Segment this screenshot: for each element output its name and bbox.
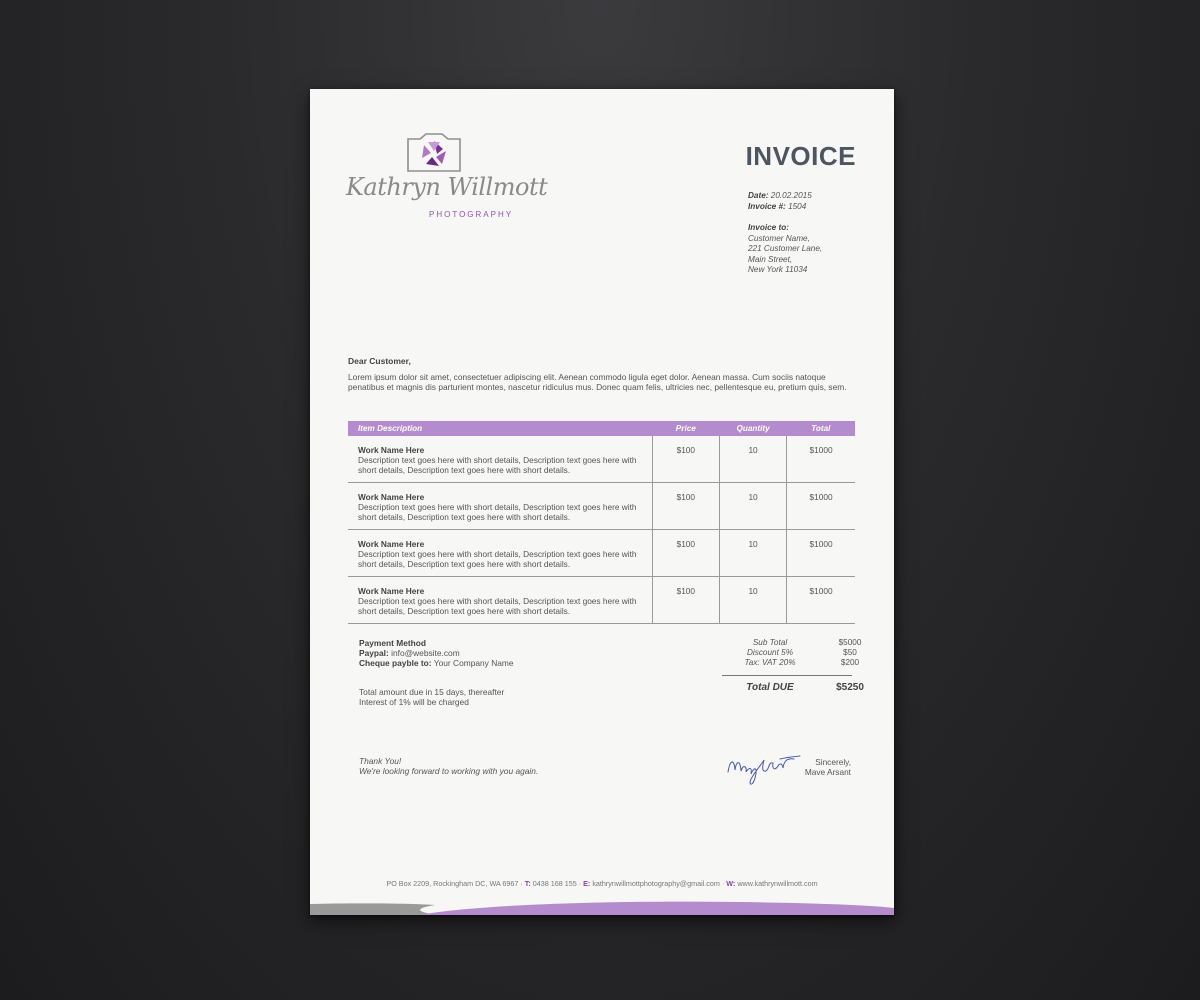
signoff-word: Sincerely, (815, 757, 851, 767)
table-header-row (348, 421, 855, 436)
web-label: W: (726, 879, 736, 888)
subtotal-label: Sub Total (752, 638, 788, 647)
thanks-line: Thank You! (359, 756, 402, 766)
payment-method (359, 638, 514, 668)
address-line: New York 11034 (748, 265, 808, 274)
total-cell: $1000 (787, 436, 855, 483)
invoice-number-line (748, 202, 822, 213)
item-cell (348, 530, 652, 577)
invoice-date-line (748, 191, 822, 202)
quantity-cell: 10 (719, 577, 786, 624)
totals-divider (722, 675, 852, 676)
discount-value: $50 (843, 648, 857, 657)
work-description: Description text goes here with short details, Description text goes here with short details, Description text goes here with short details. (358, 455, 637, 475)
footer-phone: 0438 168 155 · (532, 879, 582, 888)
footer-website: www.kathrynwillmott.com (737, 879, 818, 888)
signoff (805, 757, 851, 777)
work-name: Work Name Here (358, 445, 425, 455)
tax-row (720, 658, 880, 668)
work-description: Description text goes here with short details, Description text goes here with short details, Description text goes here with short details. (358, 549, 637, 569)
invoice-title: INVOICE (745, 141, 856, 171)
totals-block (720, 638, 880, 693)
letter-greeting: Dear Customer, (348, 356, 411, 366)
cheque-label: Cheque payble to: (359, 658, 432, 668)
logo-wordmark: Kathryn Willmott (346, 173, 548, 201)
thank-you-note (359, 756, 538, 776)
invoice-date: 20.02.2015 (770, 191, 812, 200)
table-row (348, 483, 855, 530)
paypal-email: info@website.com (391, 648, 460, 658)
footer-address: PO Box 2209, Rockingham DC, WA 6967 · (386, 879, 523, 888)
invoice-number-label: Invoice #: (748, 201, 786, 211)
discount-row (720, 648, 880, 658)
total-cell: $1000 (787, 530, 855, 577)
work-name: Work Name Here (358, 492, 425, 502)
tax-label: Tax: VAT 20% (744, 658, 796, 667)
total-cell: $1000 (787, 483, 855, 530)
date-label: Date: (748, 191, 769, 200)
header-item-description: Item Description (348, 421, 652, 436)
price-cell: $100 (652, 483, 719, 530)
terms-line: Total amount due in 15 days, thereafter (359, 687, 505, 697)
item-cell (348, 483, 652, 530)
item-cell (348, 436, 652, 483)
thanks-line: We're looking forward to working with you again. (359, 766, 539, 776)
footer-contact (310, 879, 894, 888)
handwritten-signature (724, 752, 802, 788)
discount-label: Discount 5% (747, 648, 793, 657)
total-due-label: Total DUE (746, 682, 794, 693)
work-name: Work Name Here (358, 586, 425, 596)
work-description: Description text goes here with short details, Description text goes here with short details, Description text goes here with short details. (358, 596, 637, 616)
header-total: Total (787, 421, 855, 436)
tax-value: $200 (840, 658, 860, 667)
letter-body: Lorem ipsum dolor sit amet, consectetuer adipiscing elit. Aenean commodo ligula eget dolor. Aenean massa. Cum sociis natoque penatibus et magnis dis parturient montes, nascetur ridiculus mus. Donec quam felis, ultricies nec, pellentesque eu, pretium quis, sem. (348, 372, 847, 392)
signer-name: Mave Arsant (804, 767, 851, 777)
quantity-cell: 10 (719, 530, 786, 577)
email-label: E: (583, 879, 591, 888)
footer-email: kathrynwillmottphotography@gmail.com · (592, 879, 725, 888)
item-cell (348, 577, 652, 624)
total-due-value: $5250 (836, 682, 864, 693)
header-quantity: Quantity (719, 421, 786, 436)
invoice-number: 1504 (788, 201, 807, 211)
items-table (348, 421, 855, 624)
terms-line: Interest of 1% will be charged (359, 697, 469, 707)
total-cell: $1000 (787, 577, 855, 624)
price-cell: $100 (652, 436, 719, 483)
total-due-row (720, 683, 880, 693)
address-line: Main Street, (748, 254, 793, 264)
subtotal-row (720, 638, 880, 648)
paypal-label: Paypal: (359, 648, 389, 658)
address-line: Customer Name, (748, 233, 810, 243)
table-row (348, 436, 855, 483)
table-row (348, 530, 855, 577)
quantity-cell: 10 (719, 436, 786, 483)
work-name: Work Name Here (358, 539, 425, 549)
logo-subtitle: PHOTOGRAPHY (429, 210, 514, 219)
quantity-cell: 10 (719, 483, 786, 530)
invoice-to-label: Invoice to: (748, 223, 789, 232)
invoice-meta (748, 191, 822, 276)
table-row (348, 577, 855, 624)
header-price: Price (652, 421, 719, 436)
address-line: 221 Customer Lane, (748, 244, 823, 253)
subtotal-value: $5000 (838, 638, 862, 647)
payment-terms (359, 687, 504, 707)
payment-title: Payment Method (359, 638, 427, 648)
price-cell: $100 (652, 530, 719, 577)
company-logo (346, 133, 548, 223)
invoice-paper (310, 89, 894, 915)
price-cell: $100 (652, 577, 719, 624)
phone-label: T: (524, 879, 531, 888)
footer-wave-decoration (310, 901, 894, 915)
camera-logo-icon (406, 133, 462, 173)
work-description: Description text goes here with short details, Description text goes here with short details, Description text goes here with short details. (358, 502, 637, 522)
cheque-payee: Your Company Name (433, 658, 514, 668)
